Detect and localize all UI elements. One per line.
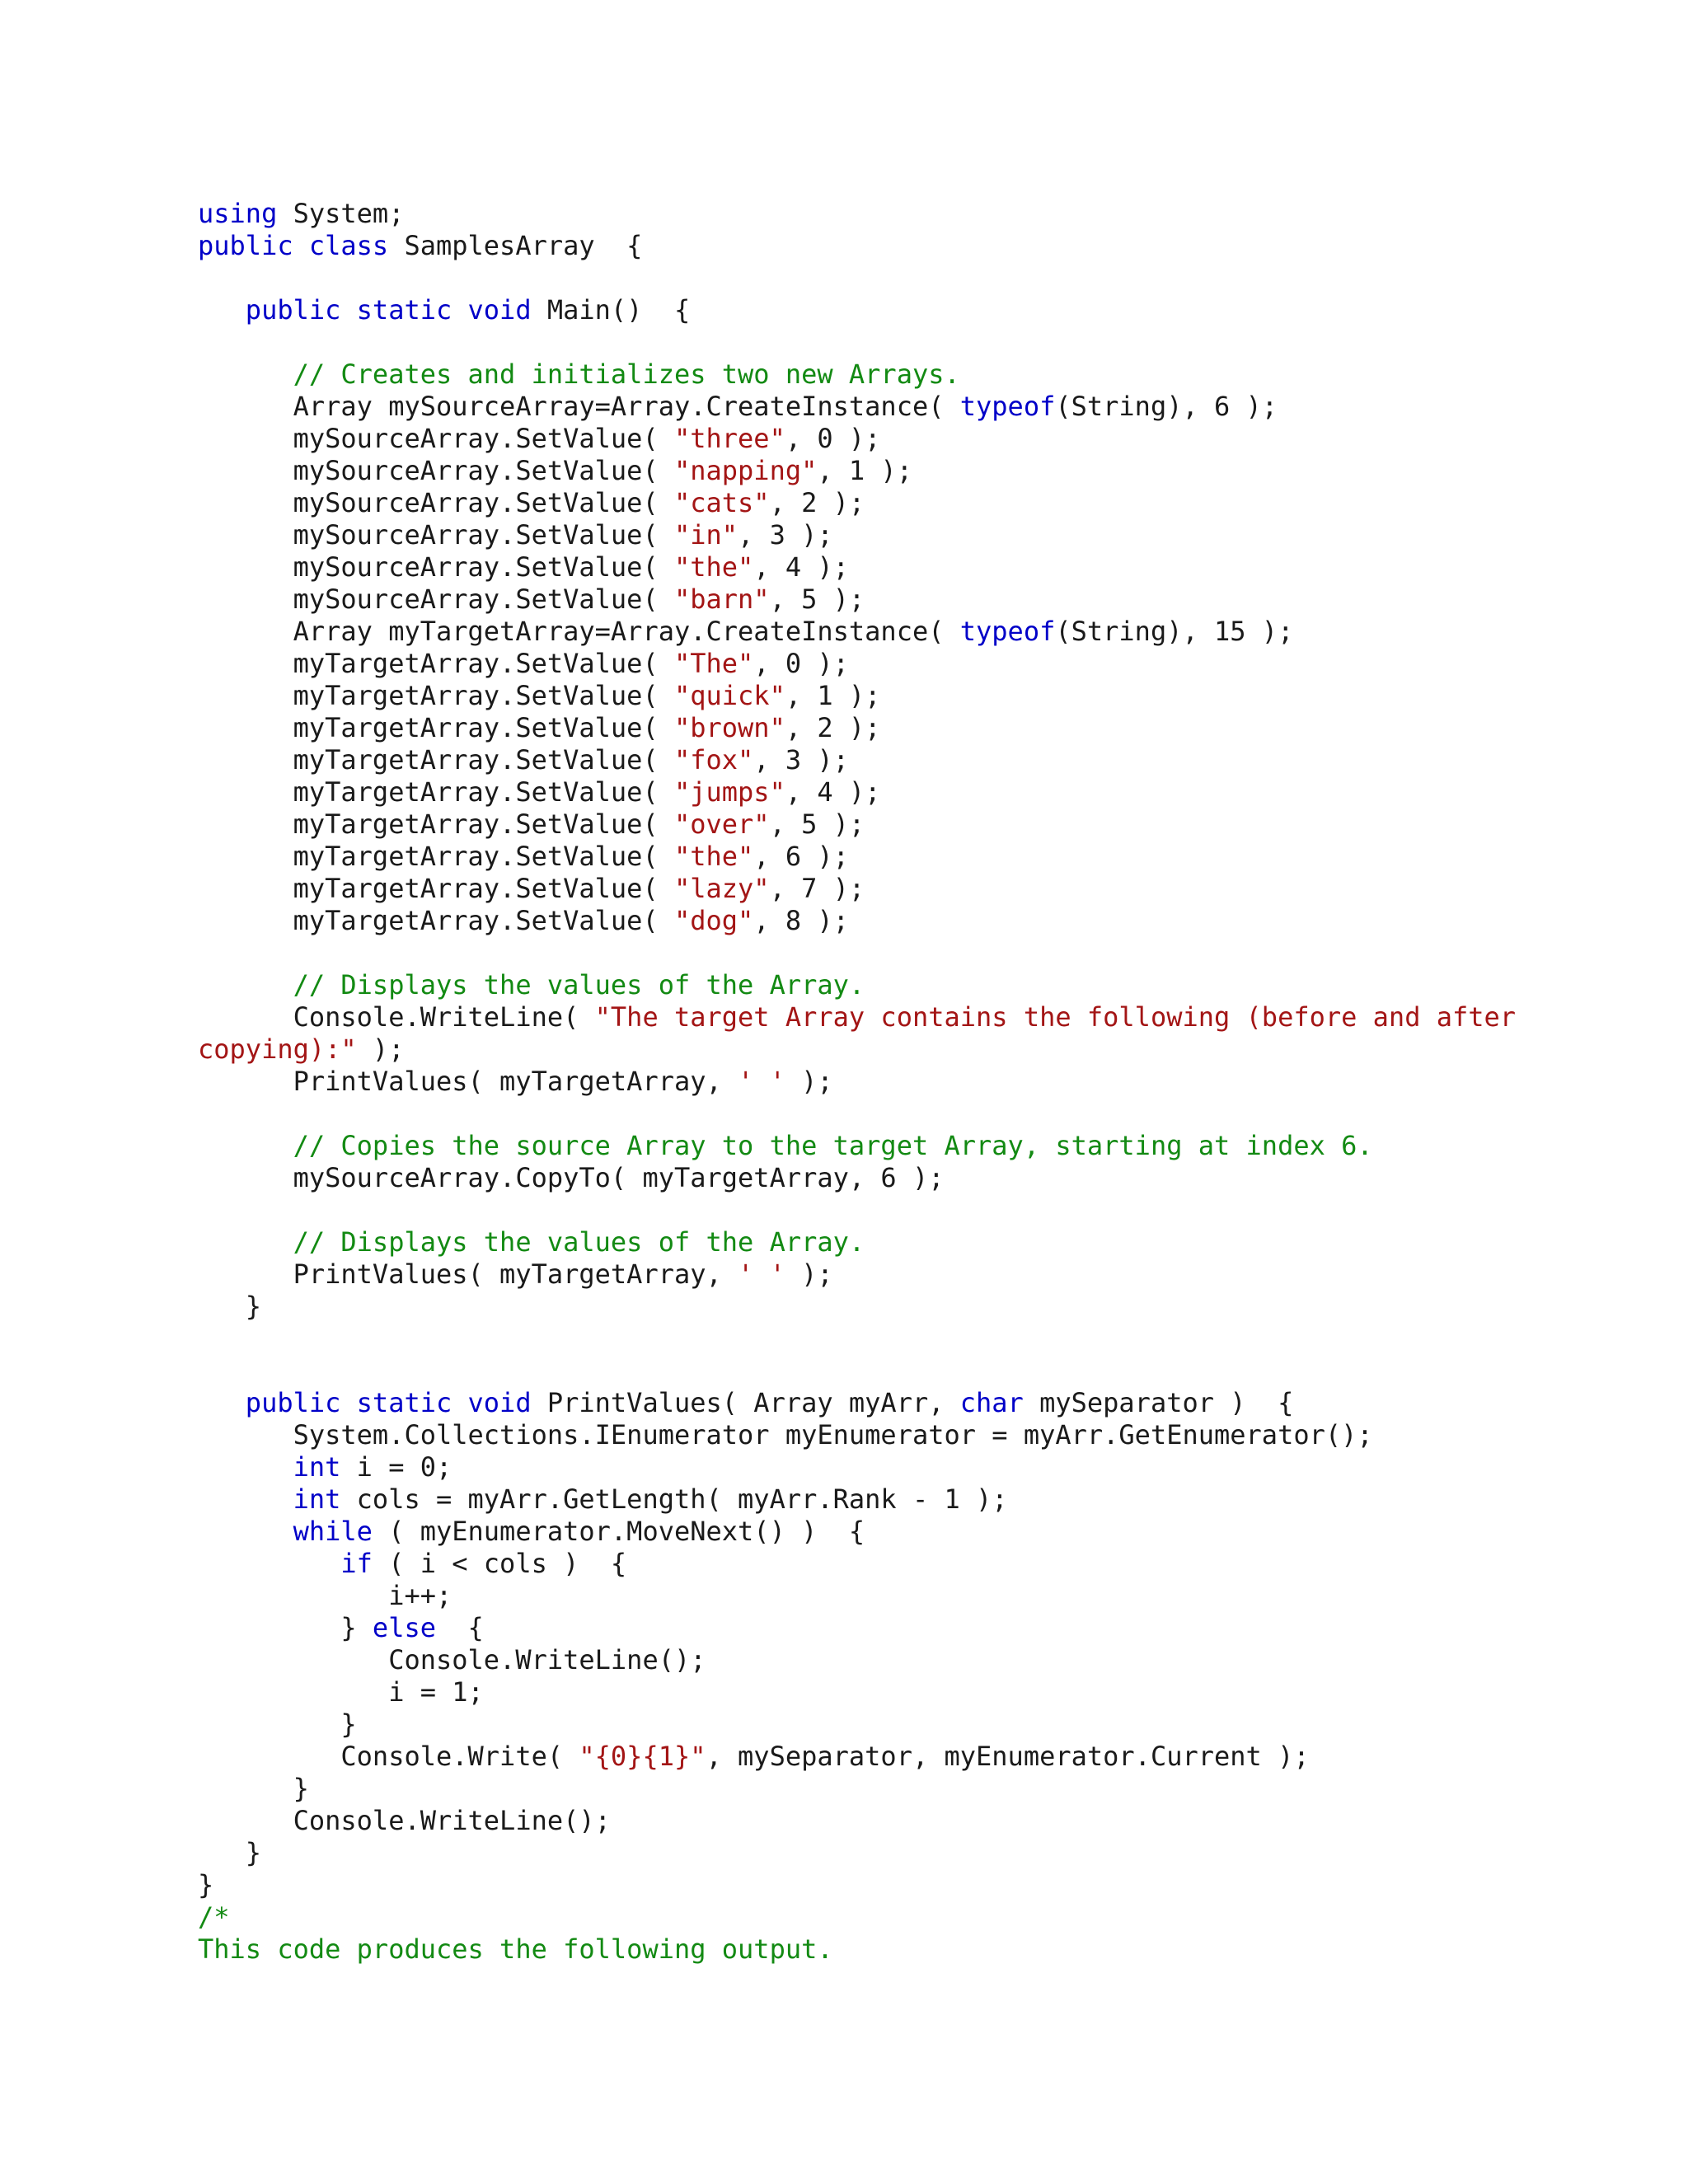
string-token: "napping" xyxy=(673,455,818,486)
code-text xyxy=(198,1387,246,1418)
string-token: "jumps" xyxy=(673,776,785,808)
code-line xyxy=(198,1612,1599,1644)
code-text: } xyxy=(198,1869,214,1900)
code-text: , 2 ); xyxy=(769,487,865,518)
code-line xyxy=(198,1580,1599,1612)
code-text: myTargetArray.SetValue( xyxy=(198,873,674,904)
code-text: , 3 ); xyxy=(753,744,849,776)
code-text: System.Collections.IEnumerator myEnumerator = myArr.GetEnumerator(); xyxy=(198,1419,1373,1451)
code-text: ); xyxy=(356,1033,405,1065)
code-text: myTargetArray.SetValue( xyxy=(198,808,674,840)
code-line xyxy=(198,937,1599,969)
code-text: mySourceArray.SetValue( xyxy=(198,423,674,454)
code-text: Console.WriteLine(); xyxy=(198,1805,611,1836)
string-token: "The" xyxy=(673,648,754,679)
code-listing xyxy=(198,198,1599,1966)
code-text: (String), 15 ); xyxy=(1055,616,1294,647)
code-line xyxy=(198,841,1599,873)
code-line xyxy=(198,391,1599,423)
keyword-token: void xyxy=(467,294,532,326)
keyword-token: static xyxy=(356,294,452,326)
keyword-token: using xyxy=(198,198,278,229)
code-line xyxy=(198,1901,1599,1933)
code-line xyxy=(198,487,1599,519)
code-text: mySourceArray.SetValue( xyxy=(198,487,674,518)
code-text: } xyxy=(198,1773,309,1804)
code-line xyxy=(198,1194,1599,1226)
code-line xyxy=(198,455,1599,487)
keyword-token: public xyxy=(198,230,293,261)
code-line xyxy=(198,776,1599,808)
code-text: i = 0; xyxy=(340,1451,452,1483)
code-line xyxy=(198,262,1599,294)
code-line xyxy=(198,519,1599,551)
code-text: , 2 ); xyxy=(785,712,881,743)
code-line xyxy=(198,1291,1599,1323)
code-text xyxy=(198,1130,293,1161)
code-text: , 4 ); xyxy=(753,551,849,583)
code-text xyxy=(198,1451,293,1483)
keyword-token: char xyxy=(959,1387,1024,1418)
comment-token: /* xyxy=(198,1901,230,1933)
code-text xyxy=(452,294,467,326)
comment-token: // Displays the values of the Array. xyxy=(293,1226,865,1258)
string-token: "three" xyxy=(673,423,785,454)
string-token: "the" xyxy=(673,551,754,583)
code-text: mySeparator ) { xyxy=(1023,1387,1294,1418)
code-line xyxy=(198,1708,1599,1741)
code-text: mySourceArray.SetValue( xyxy=(198,551,674,583)
code-text: Console.WriteLine( xyxy=(198,1001,595,1033)
code-line xyxy=(198,1548,1599,1580)
code-text: myTargetArray.SetValue( xyxy=(198,648,674,679)
code-line xyxy=(198,1066,1599,1098)
code-text: Array mySourceArray=Array.CreateInstance( xyxy=(198,391,960,422)
code-line xyxy=(198,1130,1599,1162)
code-line xyxy=(198,1419,1599,1451)
code-line xyxy=(198,1258,1599,1291)
code-line xyxy=(198,1483,1599,1516)
code-line xyxy=(198,616,1599,648)
code-text xyxy=(293,230,309,261)
code-line xyxy=(198,423,1599,455)
code-text: PrintValues( myTargetArray, xyxy=(198,1066,738,1097)
code-text: } xyxy=(198,1837,262,1868)
code-line xyxy=(198,1098,1599,1130)
string-token: ' ' xyxy=(738,1066,785,1097)
code-line xyxy=(198,1869,1599,1901)
code-line xyxy=(198,905,1599,937)
string-token: "brown" xyxy=(673,712,785,743)
string-token: "fox" xyxy=(673,744,754,776)
code-text: Array myTargetArray=Array.CreateInstance( xyxy=(198,616,960,647)
code-line xyxy=(198,294,1599,326)
code-line xyxy=(198,744,1599,776)
code-text: myTargetArray.SetValue( xyxy=(198,680,674,711)
string-token: "lazy" xyxy=(673,873,770,904)
string-token: "cats" xyxy=(673,487,770,518)
string-token: "in" xyxy=(673,519,738,551)
code-line xyxy=(198,1387,1599,1419)
code-line xyxy=(198,1933,1599,1966)
code-line xyxy=(198,680,1599,712)
code-line xyxy=(198,873,1599,905)
code-text: PrintValues( myTargetArray, xyxy=(198,1258,738,1290)
keyword-token: if xyxy=(340,1548,373,1579)
code-text: ( myEnumerator.MoveNext() ) { xyxy=(372,1516,865,1547)
code-text: ( i < cols ) { xyxy=(372,1548,627,1579)
code-line xyxy=(198,1676,1599,1708)
code-text: ); xyxy=(785,1258,833,1290)
code-text: { xyxy=(435,1612,484,1643)
code-line xyxy=(198,198,1599,230)
code-line xyxy=(198,551,1599,583)
code-line xyxy=(198,359,1599,391)
code-text: myTargetArray.SetValue( xyxy=(198,841,674,872)
code-line xyxy=(198,1516,1599,1548)
string-token: copying):" xyxy=(198,1033,357,1065)
code-text: i++; xyxy=(198,1580,452,1611)
string-token: "barn" xyxy=(673,583,770,615)
keyword-token: class xyxy=(308,230,389,261)
code-text xyxy=(198,1516,293,1547)
keyword-token: int xyxy=(293,1483,341,1515)
comment-token: // Copies the source Array to the target Array, starting at index 6. xyxy=(293,1130,1373,1161)
comment-token: // Creates and initializes two new Arrays. xyxy=(293,359,960,390)
code-text: (String), 6 ); xyxy=(1055,391,1278,422)
keyword-token: typeof xyxy=(959,616,1056,647)
code-text: mySourceArray.CopyTo( myTargetArray, 6 ); xyxy=(198,1162,945,1193)
code-text: , 4 ); xyxy=(785,776,881,808)
code-text xyxy=(198,294,246,326)
keyword-token: int xyxy=(293,1451,341,1483)
code-line xyxy=(198,1355,1599,1387)
code-text xyxy=(340,294,356,326)
code-line xyxy=(198,1805,1599,1837)
code-line xyxy=(198,1226,1599,1258)
code-text xyxy=(198,359,293,390)
code-line xyxy=(198,1162,1599,1194)
code-text: myTargetArray.SetValue( xyxy=(198,712,674,743)
code-text: , 0 ); xyxy=(753,648,849,679)
code-line xyxy=(198,1837,1599,1869)
string-token: "The target Array contains the following (before and after xyxy=(594,1001,1517,1033)
code-line xyxy=(198,1451,1599,1483)
code-text: , 5 ); xyxy=(769,808,865,840)
code-text: , 8 ); xyxy=(753,905,849,936)
keyword-token: static xyxy=(356,1387,452,1418)
string-token: "{0}{1}" xyxy=(579,1741,706,1772)
code-text: , 1 ); xyxy=(785,680,881,711)
code-text: } xyxy=(198,1612,373,1643)
code-text: mySourceArray.SetValue( xyxy=(198,583,674,615)
code-text: , 5 ); xyxy=(769,583,865,615)
keyword-token: else xyxy=(372,1612,436,1643)
string-token: "over" xyxy=(673,808,770,840)
code-line xyxy=(198,1644,1599,1676)
code-line xyxy=(198,326,1599,359)
code-text xyxy=(198,969,293,1001)
keyword-token: public xyxy=(245,1387,341,1418)
code-line xyxy=(198,583,1599,616)
keyword-token: public xyxy=(245,294,341,326)
code-text: cols = myArr.GetLength( myArr.Rank - 1 ); xyxy=(340,1483,1008,1515)
code-text: } xyxy=(198,1708,357,1740)
code-text xyxy=(340,1387,356,1418)
code-line xyxy=(198,1033,1599,1066)
code-text: Main() { xyxy=(531,294,691,326)
code-text: , 3 ); xyxy=(738,519,833,551)
string-token: ' ' xyxy=(738,1258,785,1290)
code-text: SamplesArray { xyxy=(388,230,643,261)
code-text: System; xyxy=(277,198,405,229)
comment-token: This code produces the following output. xyxy=(198,1933,833,1965)
code-text xyxy=(198,1226,293,1258)
string-token: "dog" xyxy=(673,905,754,936)
keyword-token: void xyxy=(467,1387,532,1418)
code-line xyxy=(198,648,1599,680)
code-text: Console.Write( xyxy=(198,1741,579,1772)
code-line xyxy=(198,1741,1599,1773)
code-text: , 7 ); xyxy=(769,873,865,904)
code-text: mySourceArray.SetValue( xyxy=(198,455,674,486)
code-text: PrintValues( Array myArr, xyxy=(531,1387,960,1418)
code-text: ); xyxy=(785,1066,833,1097)
code-text: i = 1; xyxy=(198,1676,484,1708)
code-text: } xyxy=(198,1291,262,1322)
code-text: , mySeparator, myEnumerator.Current ); xyxy=(706,1741,1310,1772)
keyword-token: while xyxy=(293,1516,373,1547)
code-line xyxy=(198,969,1599,1001)
code-line xyxy=(198,1323,1599,1355)
code-text xyxy=(452,1387,467,1418)
code-text xyxy=(198,1548,340,1579)
code-text: mySourceArray.SetValue( xyxy=(198,519,674,551)
code-text: myTargetArray.SetValue( xyxy=(198,776,674,808)
code-text: myTargetArray.SetValue( xyxy=(198,905,674,936)
code-line xyxy=(198,712,1599,744)
code-line xyxy=(198,1001,1599,1033)
code-line xyxy=(198,230,1599,262)
code-line xyxy=(198,808,1599,841)
code-text: , 1 ); xyxy=(817,455,912,486)
code-text: , 0 ); xyxy=(785,423,881,454)
code-text xyxy=(198,1483,293,1515)
code-line xyxy=(198,1773,1599,1805)
code-text: , 6 ); xyxy=(753,841,849,872)
string-token: "quick" xyxy=(673,680,785,711)
string-token: "the" xyxy=(673,841,754,872)
keyword-token: typeof xyxy=(959,391,1056,422)
code-text: Console.WriteLine(); xyxy=(198,1644,706,1675)
comment-token: // Displays the values of the Array. xyxy=(293,969,865,1001)
code-text: myTargetArray.SetValue( xyxy=(198,744,674,776)
